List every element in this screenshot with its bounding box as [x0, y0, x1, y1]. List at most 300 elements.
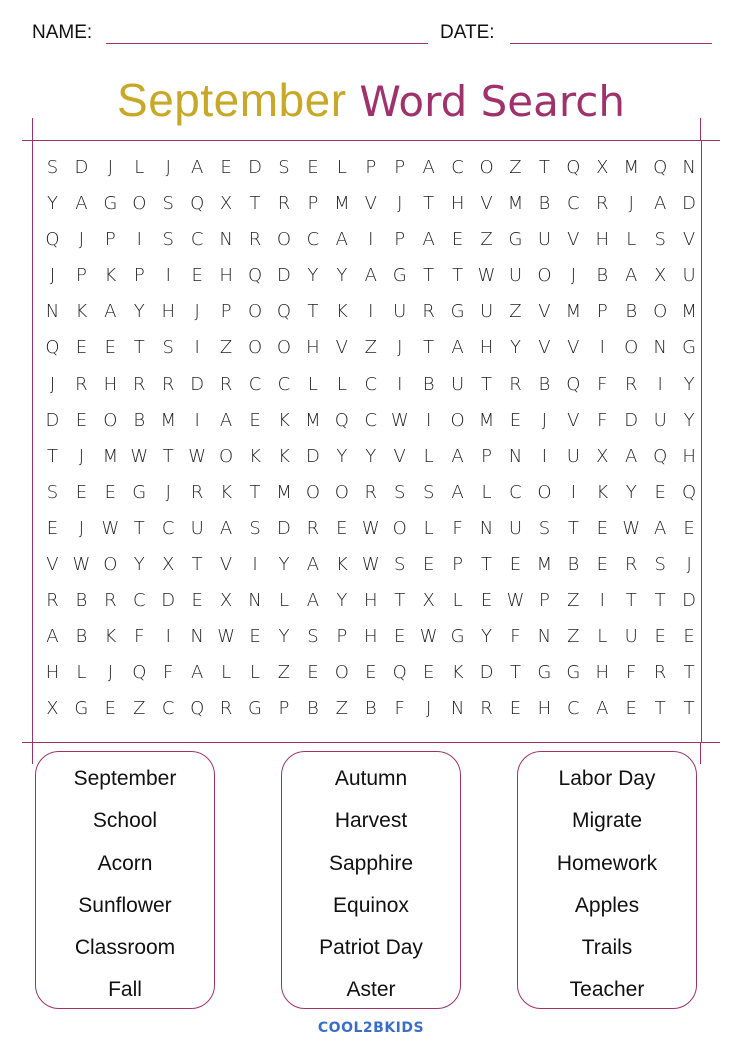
grid-letter[interactable]: H [219, 265, 233, 287]
grid-letter[interactable]: X [653, 265, 667, 287]
grid-letter[interactable]: E [480, 590, 493, 612]
name-field-line[interactable] [106, 43, 428, 44]
grid-letter[interactable]: Z [509, 157, 522, 178]
grid-letter[interactable]: M [160, 409, 176, 431]
grid-letter[interactable]: O [103, 409, 118, 431]
grid-letter[interactable]: O [247, 337, 263, 359]
grid-letter[interactable]: Y [336, 445, 348, 467]
grid-letter[interactable]: Q [247, 265, 263, 287]
grid-letter[interactable]: R [509, 373, 522, 395]
grid-letter[interactable]: J [397, 337, 403, 359]
grid-letter[interactable]: X [422, 590, 435, 612]
grid-letter[interactable]: A [190, 662, 204, 684]
grid-letter[interactable]: P [394, 157, 406, 178]
grid-letter[interactable]: F [452, 517, 463, 539]
grid-letter[interactable]: G [74, 698, 89, 720]
grid-letter[interactable]: H [682, 445, 696, 467]
grid-letter[interactable]: I [252, 554, 258, 576]
grid-letter[interactable]: M [305, 409, 321, 431]
grid-letter[interactable]: H [364, 626, 378, 648]
grid-letter[interactable]: V [46, 554, 59, 576]
grid-letter[interactable]: B [596, 265, 609, 287]
grid-letter[interactable]: P [481, 445, 492, 467]
grid-letter[interactable]: Q [190, 193, 205, 215]
grid-letter[interactable]: K [596, 481, 609, 503]
grid-letter[interactable]: X [219, 193, 233, 215]
grid-letter[interactable]: L [336, 373, 347, 395]
grid-letter[interactable]: D [248, 157, 262, 178]
grid-letter[interactable]: V [538, 337, 551, 359]
grid-letter[interactable]: X [219, 590, 233, 612]
grid-letter[interactable]: E [104, 698, 117, 720]
grid-letter[interactable]: U [393, 301, 407, 323]
grid-letter[interactable]: C [451, 157, 464, 178]
grid-letter[interactable]: M [334, 193, 350, 215]
grid-letter[interactable]: M [102, 445, 119, 467]
grid-letter[interactable]: L [307, 373, 318, 395]
grid-letter[interactable]: T [625, 590, 637, 612]
grid-letter[interactable]: Z [567, 626, 580, 648]
grid-letter[interactable]: P [538, 590, 550, 612]
grid-letter[interactable]: I [657, 373, 663, 395]
grid-letter[interactable]: K [278, 445, 290, 467]
grid-letter[interactable]: O [537, 481, 552, 503]
grid-letter[interactable]: O [392, 517, 407, 539]
grid-letter[interactable]: M [565, 301, 582, 323]
grid-letter[interactable]: P [596, 301, 608, 323]
grid-letter[interactable]: E [654, 626, 666, 648]
grid-letter[interactable]: E [104, 481, 117, 503]
grid-letter[interactable]: A [451, 337, 464, 359]
grid-letter[interactable]: D [682, 590, 697, 612]
grid-letter[interactable]: B [422, 373, 435, 395]
grid-letter[interactable]: F [134, 626, 145, 648]
grid-letter[interactable]: O [132, 193, 147, 215]
grid-letter[interactable]: N [219, 229, 233, 251]
grid-letter[interactable]: Q [682, 481, 697, 503]
grid-letter[interactable]: O [103, 554, 118, 576]
grid-letter[interactable]: H [45, 662, 60, 684]
grid-letter[interactable]: K [335, 301, 348, 323]
grid-letter[interactable]: L [423, 445, 434, 467]
grid-letter[interactable]: K [335, 554, 348, 576]
grid-letter[interactable]: V [364, 193, 377, 215]
grid-letter[interactable]: C [567, 193, 580, 215]
grid-letter[interactable]: Y [278, 626, 290, 648]
grid-letter[interactable]: Q [276, 301, 292, 323]
grid-letter[interactable]: T [509, 662, 521, 684]
grid-letter[interactable]: J [165, 481, 171, 503]
grid-letter[interactable]: I [368, 229, 374, 251]
grid-letter[interactable]: A [653, 517, 667, 539]
grid-letter[interactable]: N [248, 590, 262, 612]
grid-letter[interactable]: H [537, 698, 552, 720]
grid-letter[interactable]: W [130, 445, 149, 467]
grid-letter[interactable]: B [133, 409, 146, 431]
grid-letter[interactable]: M [478, 409, 495, 431]
grid-letter[interactable]: E [191, 265, 203, 287]
grid-letter[interactable]: S [394, 481, 406, 503]
grid-letter[interactable]: T [654, 698, 666, 720]
grid-letter[interactable]: W [390, 409, 409, 431]
grid-letter[interactable]: V [480, 193, 493, 215]
grid-letter[interactable]: G [450, 301, 465, 323]
grid-letter[interactable]: P [278, 698, 290, 720]
grid-letter[interactable]: Q [653, 445, 668, 467]
grid-letter[interactable]: A [306, 554, 320, 576]
grid-letter[interactable]: A [596, 698, 609, 720]
grid-letter[interactable]: H [306, 337, 320, 359]
grid-letter[interactable]: T [452, 265, 464, 287]
grid-letter[interactable]: B [307, 698, 319, 720]
grid-letter[interactable]: L [423, 517, 434, 539]
grid-letter[interactable]: G [508, 229, 523, 251]
grid-letter[interactable]: V [393, 445, 406, 467]
grid-letter[interactable]: E [220, 157, 232, 178]
grid-letter[interactable]: U [682, 265, 696, 287]
grid-letter[interactable]: I [136, 229, 142, 251]
grid-letter[interactable]: J [570, 265, 576, 287]
grid-letter[interactable]: Z [219, 337, 233, 359]
grid-letter[interactable]: J [49, 265, 56, 287]
grid-letter[interactable]: L [250, 662, 261, 684]
grid-letter[interactable]: O [479, 157, 494, 178]
grid-letter[interactable]: E [683, 517, 695, 539]
grid-letter[interactable]: P [394, 229, 406, 251]
grid-letter[interactable]: L [597, 626, 608, 648]
grid-letter[interactable]: K [451, 662, 464, 684]
grid-letter[interactable]: F [597, 409, 608, 431]
grid-letter[interactable]: W [477, 265, 496, 287]
grid-letter[interactable]: Y [133, 554, 145, 576]
grid-letter[interactable]: L [221, 662, 232, 684]
grid-letter[interactable]: Y [365, 445, 377, 467]
grid-letter[interactable]: R [104, 590, 117, 612]
grid-letter[interactable]: T [249, 193, 261, 215]
grid-letter[interactable]: E [336, 517, 348, 539]
grid-letter[interactable]: O [276, 337, 292, 359]
grid-letter[interactable]: Z [335, 698, 349, 720]
grid-letter[interactable]: M [623, 157, 639, 178]
grid-letter[interactable]: S [278, 157, 290, 178]
grid-letter[interactable]: B [538, 373, 551, 395]
grid-letter[interactable]: Q [132, 662, 147, 684]
grid-letter[interactable]: H [161, 301, 175, 323]
grid-letter[interactable]: B [364, 698, 377, 720]
grid-letter[interactable]: W [361, 554, 380, 576]
grid-letter[interactable]: F [163, 662, 174, 684]
grid-letter[interactable]: K [104, 626, 117, 648]
grid-letter[interactable]: A [306, 590, 320, 612]
grid-letter[interactable]: Q [392, 662, 407, 684]
grid-letter[interactable]: O [653, 301, 668, 323]
grid-letter[interactable]: Y [336, 590, 348, 612]
grid-letter[interactable]: G [450, 626, 465, 648]
grid-letter[interactable]: O [624, 337, 639, 359]
grid-letter[interactable]: L [626, 229, 637, 251]
grid-letter[interactable]: J [541, 409, 548, 431]
grid-letter[interactable]: C [364, 409, 378, 431]
grid-letter[interactable]: S [46, 157, 59, 178]
grid-letter[interactable]: T [162, 445, 174, 467]
grid-letter[interactable]: R [364, 481, 378, 503]
grid-letter[interactable]: R [624, 554, 638, 576]
grid-letter[interactable]: Y [336, 265, 348, 287]
grid-letter[interactable]: D [624, 409, 639, 431]
grid-letter[interactable]: D [305, 445, 320, 467]
grid-letter[interactable]: U [624, 626, 638, 648]
grid-letter[interactable]: W [506, 590, 525, 612]
grid-letter[interactable]: T [133, 337, 145, 359]
grid-letter[interactable]: F [626, 662, 637, 684]
grid-letter[interactable]: V [567, 409, 580, 431]
grid-letter[interactable]: B [567, 554, 580, 576]
grid-letter[interactable]: T [538, 157, 550, 178]
grid-letter[interactable]: W [188, 445, 207, 467]
grid-letter[interactable]: A [653, 193, 667, 215]
grid-letter[interactable]: M [276, 481, 292, 503]
grid-letter[interactable]: T [481, 554, 493, 576]
grid-letter[interactable]: V [682, 229, 696, 251]
grid-letter[interactable]: T [394, 590, 406, 612]
grid-letter[interactable]: F [510, 626, 521, 648]
grid-letter[interactable]: X [162, 554, 175, 576]
grid-letter[interactable]: E [365, 662, 377, 684]
grid-letter[interactable]: K [104, 265, 117, 287]
grid-letter[interactable]: M [507, 193, 524, 215]
grid-letter[interactable]: P [307, 193, 319, 215]
grid-letter[interactable]: A [75, 193, 88, 215]
grid-letter[interactable]: S [162, 229, 174, 251]
grid-letter[interactable]: L [336, 157, 347, 178]
grid-letter[interactable]: L [452, 590, 463, 612]
grid-letter[interactable]: N [45, 301, 60, 323]
grid-letter[interactable]: H [595, 662, 610, 684]
grid-letter[interactable]: Z [364, 337, 377, 359]
grid-letter[interactable]: I [397, 373, 403, 395]
grid-letter[interactable]: C [306, 229, 320, 251]
grid-letter[interactable]: A [219, 409, 233, 431]
grid-letter[interactable]: N [190, 626, 204, 648]
grid-letter[interactable]: S [162, 337, 174, 359]
grid-letter[interactable]: A [190, 157, 204, 178]
grid-letter[interactable]: R [653, 662, 667, 684]
grid-letter[interactable]: H [479, 337, 494, 359]
grid-letter[interactable]: D [74, 157, 89, 178]
grid-letter[interactable]: Q [334, 409, 349, 431]
grid-letter[interactable]: D [682, 193, 697, 215]
grid-letter[interactable]: E [509, 698, 522, 720]
grid-letter[interactable]: T [481, 373, 493, 395]
grid-letter[interactable]: S [249, 517, 261, 539]
grid-letter[interactable]: M [536, 554, 553, 576]
grid-letter[interactable]: R [624, 373, 638, 395]
grid-letter[interactable]: E [75, 337, 88, 359]
grid-letter[interactable]: B [75, 626, 88, 648]
grid-letter[interactable]: I [368, 301, 374, 323]
grid-letter[interactable]: T [307, 301, 319, 323]
grid-letter[interactable]: C [509, 481, 522, 503]
grid-letter[interactable]: P [365, 157, 377, 178]
grid-letter[interactable]: O [276, 229, 292, 251]
grid-letter[interactable]: A [451, 481, 464, 503]
grid-letter[interactable]: E [451, 229, 464, 251]
grid-letter[interactable]: W [72, 554, 91, 576]
grid-letter[interactable]: V [335, 337, 348, 359]
grid-letter[interactable]: W [361, 517, 380, 539]
grid-letter[interactable]: C [132, 590, 146, 612]
grid-letter[interactable]: R [219, 698, 233, 720]
grid-letter[interactable]: L [134, 157, 145, 178]
grid-letter[interactable]: C [364, 373, 378, 395]
grid-letter[interactable]: G [132, 481, 147, 503]
grid-letter[interactable]: H [450, 193, 465, 215]
grid-letter[interactable]: R [75, 373, 88, 395]
grid-letter[interactable]: Q [653, 157, 668, 178]
grid-letter[interactable]: S [422, 481, 435, 503]
grid-letter[interactable]: J [107, 157, 113, 178]
grid-letter[interactable]: I [426, 409, 432, 431]
grid-letter[interactable]: O [334, 662, 349, 684]
grid-letter[interactable]: A [625, 265, 638, 287]
grid-letter[interactable]: T [567, 517, 579, 539]
grid-letter[interactable]: B [625, 301, 638, 323]
grid-letter[interactable]: S [538, 517, 551, 539]
grid-letter[interactable]: Y [683, 409, 695, 431]
grid-letter[interactable]: C [161, 517, 175, 539]
grid-letter[interactable]: T [654, 590, 666, 612]
grid-letter[interactable]: Q [566, 373, 581, 395]
grid-letter[interactable]: J [78, 445, 85, 467]
grid-letter[interactable]: B [538, 193, 551, 215]
grid-letter[interactable]: T [423, 265, 435, 287]
grid-letter[interactable]: R [596, 193, 609, 215]
grid-letter[interactable]: D [277, 517, 291, 539]
date-field-line[interactable] [510, 43, 712, 44]
grid-letter[interactable]: G [103, 193, 118, 215]
grid-letter[interactable]: W [419, 626, 438, 648]
grid-letter[interactable]: E [683, 626, 695, 648]
grid-letter[interactable]: Y [625, 481, 637, 503]
grid-letter[interactable]: R [190, 481, 204, 503]
grid-letter[interactable]: N [479, 517, 494, 539]
grid-letter[interactable]: E [596, 554, 608, 576]
grid-letter[interactable]: R [133, 373, 146, 395]
grid-letter[interactable]: D [45, 409, 60, 431]
grid-letter[interactable]: A [422, 157, 435, 178]
grid-letter[interactable]: T [133, 517, 145, 539]
grid-letter[interactable]: Q [190, 698, 205, 720]
grid-letter[interactable]: A [625, 445, 638, 467]
grid-letter[interactable]: G [248, 698, 262, 720]
grid-letter[interactable]: L [76, 662, 87, 684]
grid-letter[interactable]: K [75, 301, 88, 323]
grid-letter[interactable]: I [570, 481, 576, 503]
grid-letter[interactable]: N [653, 337, 667, 359]
grid-letter[interactable]: Z [567, 590, 580, 612]
grid-letter[interactable]: E [654, 481, 666, 503]
grid-letter[interactable]: U [537, 229, 551, 251]
grid-letter[interactable]: F [394, 698, 405, 720]
grid-letter[interactable]: C [277, 373, 291, 395]
grid-letter[interactable]: T [683, 662, 695, 684]
grid-letter[interactable]: H [364, 590, 378, 612]
grid-letter[interactable]: H [103, 373, 118, 395]
grid-letter[interactable]: V [219, 554, 233, 576]
grid-letter[interactable]: N [682, 157, 696, 178]
grid-letter[interactable]: J [686, 554, 692, 576]
grid-letter[interactable]: Q [566, 157, 581, 178]
grid-letter[interactable]: E [75, 481, 88, 503]
grid-letter[interactable]: W [101, 517, 120, 539]
grid-letter[interactable]: X [596, 445, 609, 467]
grid-letter[interactable]: Y [481, 626, 493, 648]
grid-letter[interactable]: R [248, 229, 262, 251]
grid-letter[interactable]: U [508, 265, 523, 287]
grid-letter[interactable]: R [219, 373, 233, 395]
grid-letter[interactable]: E [509, 409, 522, 431]
grid-letter[interactable]: J [78, 229, 85, 251]
grid-letter[interactable]: R [46, 590, 59, 612]
grid-letter[interactable]: C [190, 229, 204, 251]
grid-letter[interactable]: E [596, 517, 608, 539]
grid-letter[interactable]: E [249, 409, 261, 431]
grid-letter[interactable]: C [161, 698, 175, 720]
grid-letter[interactable]: K [220, 481, 232, 503]
grid-letter[interactable]: I [165, 265, 171, 287]
grid-letter[interactable]: O [247, 301, 263, 323]
grid-letter[interactable]: O [305, 481, 320, 503]
grid-letter[interactable]: Y [46, 193, 58, 215]
grid-letter[interactable]: P [104, 229, 116, 251]
grid-letter[interactable]: A [104, 301, 117, 323]
grid-letter[interactable]: Q [45, 337, 60, 359]
grid-letter[interactable]: O [537, 265, 552, 287]
grid-letter[interactable]: I [541, 445, 548, 467]
grid-letter[interactable]: K [278, 409, 290, 431]
grid-letter[interactable]: J [49, 373, 56, 395]
grid-letter[interactable]: A [451, 445, 464, 467]
grid-letter[interactable]: W [622, 517, 641, 539]
grid-letter[interactable]: Y [683, 373, 695, 395]
grid-letter[interactable]: E [104, 337, 117, 359]
grid-letter[interactable]: A [364, 265, 377, 287]
grid-letter[interactable]: V [567, 337, 580, 359]
grid-letter[interactable]: E [509, 554, 522, 576]
grid-letter[interactable]: Q [45, 229, 60, 251]
grid-letter[interactable]: E [307, 157, 319, 178]
grid-letter[interactable]: U [451, 373, 465, 395]
grid-letter[interactable]: E [625, 698, 637, 720]
grid-letter[interactable]: E [394, 626, 406, 648]
grid-letter[interactable]: E [307, 662, 319, 684]
grid-letter[interactable]: P [75, 265, 87, 287]
grid-letter[interactable]: J [194, 301, 200, 323]
grid-letter[interactable]: W [217, 626, 235, 648]
grid-letter[interactable]: X [46, 698, 59, 720]
grid-letter[interactable]: E [422, 554, 435, 576]
grid-letter[interactable]: T [191, 554, 203, 576]
grid-letter[interactable]: I [599, 590, 605, 612]
grid-letter[interactable]: E [75, 409, 88, 431]
grid-letter[interactable]: E [191, 590, 203, 612]
grid-letter[interactable]: R [480, 698, 493, 720]
grid-letter[interactable]: M [681, 301, 697, 323]
grid-letter[interactable]: S [394, 554, 406, 576]
grid-letter[interactable]: J [397, 193, 403, 215]
grid-letter[interactable]: R [306, 517, 320, 539]
grid-letter[interactable]: F [597, 373, 608, 395]
